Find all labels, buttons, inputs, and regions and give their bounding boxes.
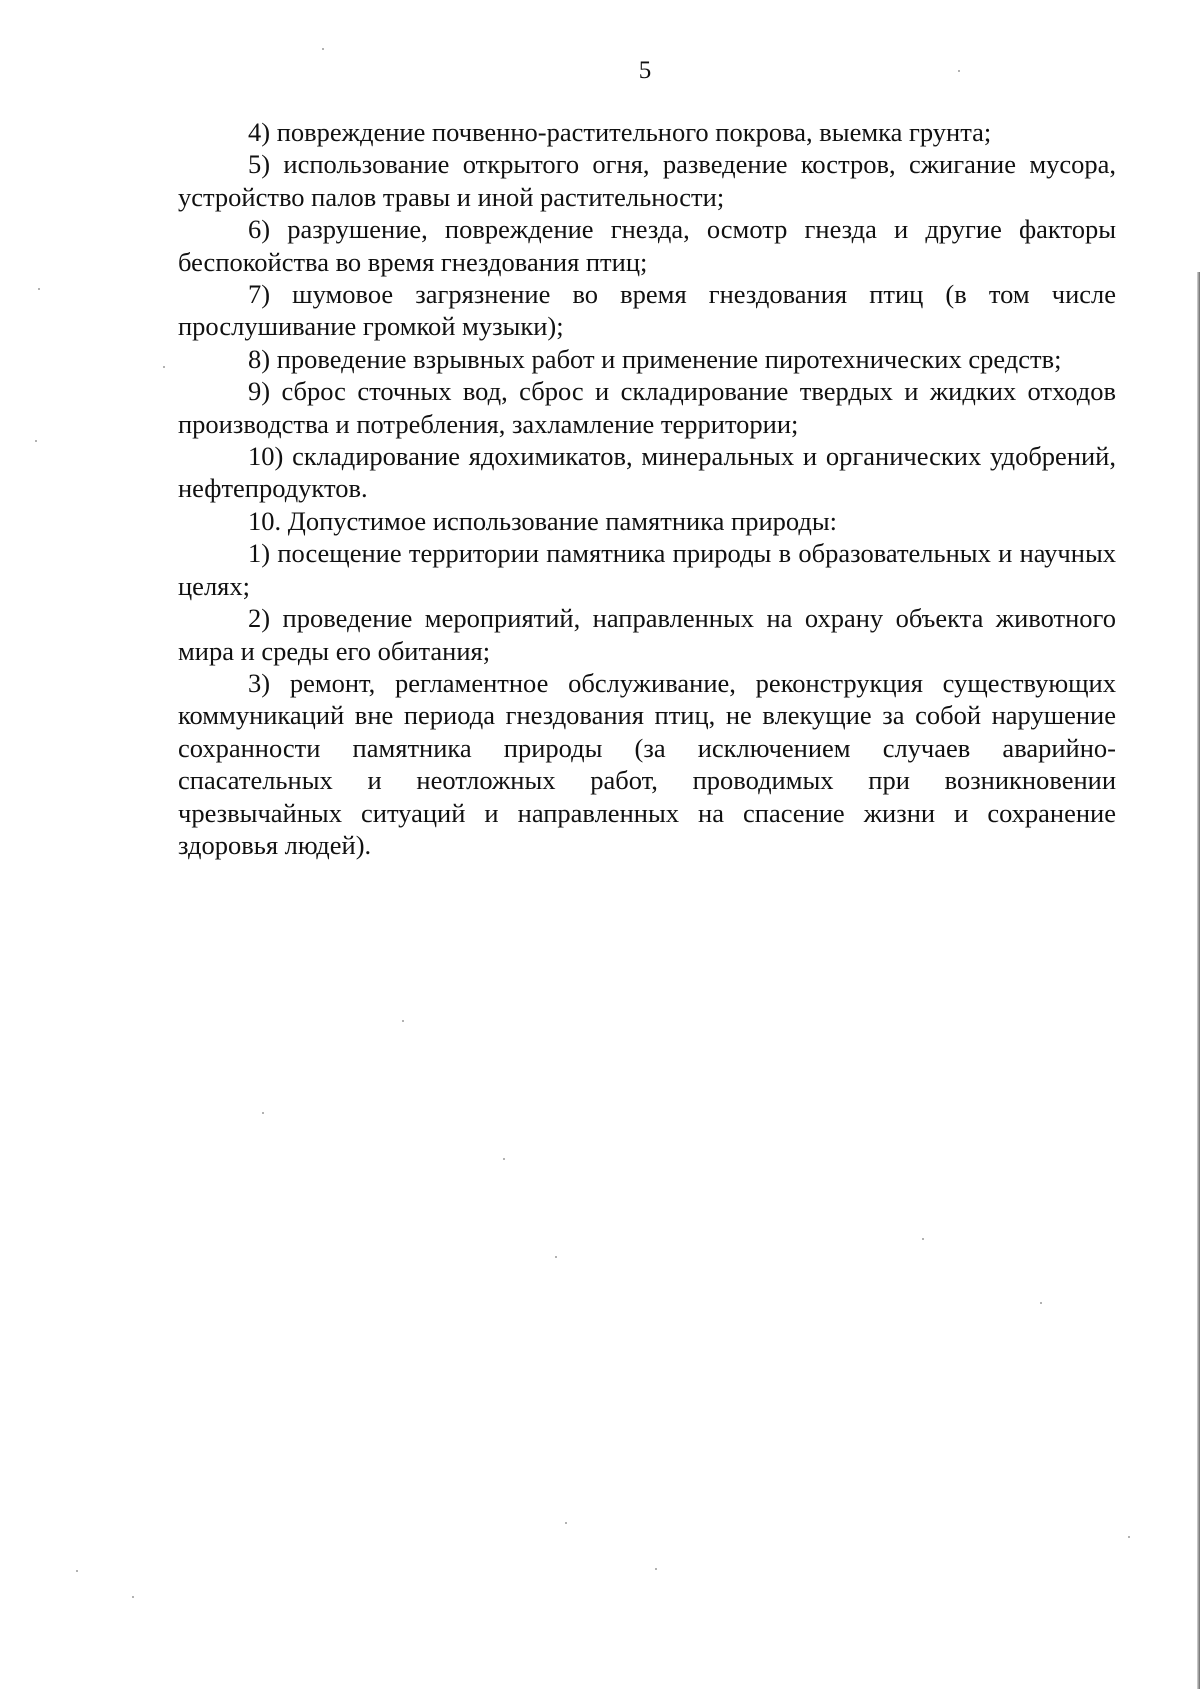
section-heading-10: 10. Допустимое использование памятника природы: — [248, 505, 838, 536]
list-item-prohibited-9: 9) сброс сточных вод, сброс и складирование твердых и жидких отходов производства и потребления, захламление территории; — [178, 376, 1116, 439]
scan-speck — [262, 1112, 264, 1114]
scan-speck — [655, 1568, 657, 1570]
scan-speck — [503, 1158, 505, 1160]
scan-speck — [402, 1020, 404, 1022]
scan-speck — [38, 288, 40, 290]
scan-speck — [565, 1522, 567, 1524]
list-item-prohibited-7: 7) шумовое загрязнение во время гнездования птиц (в том числе прослушивание громкой музыки); — [178, 279, 1116, 342]
scan-speck — [958, 70, 960, 72]
list-item-prohibited-6: 6) разрушение, повреждение гнезда, осмотр гнезда и другие факторы беспокойства во время гнездования птиц; — [178, 214, 1116, 277]
scan-speck — [76, 1570, 78, 1572]
scan-speck — [35, 440, 37, 442]
scan-speck — [163, 366, 165, 368]
page-number: 5 — [638, 57, 652, 84]
list-item-prohibited-5: 5) использование открытого огня, разведение костров, сжигание мусора, устройство палов травы и иной растительности; — [178, 149, 1116, 212]
list-item-permitted-3: 3) ремонт, регламентное обслуживание, реконструкция существующих коммуникаций вне периода гнездования птиц, не влекущие за собой нарушение сохранности памятника природы (за исключением случаев аварийно-спасательных и неотложных работ, проводимых при возникновении чрезвычайных ситуаций и направленных на спасение жизни и сохранение здоровья людей). — [178, 667, 1116, 860]
list-item-prohibited-4: 4) повреждение почвенно-растительного покрова, выемка грунта; — [248, 117, 992, 147]
scan-speck — [922, 1238, 924, 1240]
list-item-prohibited-8: 8) проведение взрывных работ и применение пиротехнических средств; — [248, 343, 1062, 374]
scan-speck — [1128, 1536, 1130, 1538]
list-item-prohibited-10: 10) складирование ядохимикатов, минеральных и органических удобрений, нефтепродуктов. — [178, 441, 1116, 504]
scan-speck — [132, 1596, 134, 1598]
document-body — [178, 116, 1116, 861]
list-item-permitted-2: 2) проведение мероприятий, направленных на охрану объекта животного мира и среды его обитания; — [178, 603, 1116, 666]
scan-speck — [1040, 1302, 1042, 1304]
scan-speck — [322, 48, 324, 50]
list-item-permitted-1: 1) посещение территории памятника природы в образовательных и научных целях; — [178, 538, 1116, 601]
scan-speck — [555, 1256, 557, 1258]
